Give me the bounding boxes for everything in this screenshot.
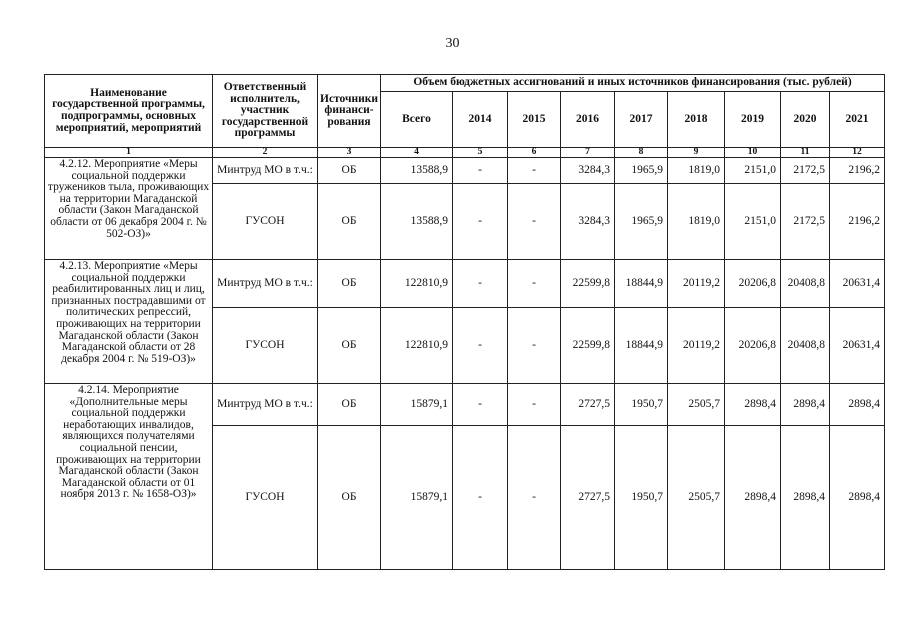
- value-cell: 2898,4: [781, 426, 830, 570]
- value-cell: 2898,4: [830, 426, 885, 570]
- col-index: 10: [725, 148, 781, 158]
- value-cell: 2727,5: [561, 426, 615, 570]
- value-cell: 20408,8: [781, 308, 830, 384]
- header-source: Источники финанси-рования: [318, 75, 381, 148]
- value-cell: -: [453, 308, 508, 384]
- header-year: 2019: [725, 92, 781, 148]
- page-number: 30: [445, 36, 460, 51]
- value-cell: -: [508, 158, 561, 184]
- value-cell: 20206,8: [725, 260, 781, 308]
- value-cell: 22599,8: [561, 260, 615, 308]
- value-cell: 1950,7: [615, 426, 668, 570]
- value-cell: 2196,2: [830, 184, 885, 260]
- source-cell: ОБ: [318, 384, 381, 426]
- source-cell: ОБ: [318, 158, 381, 184]
- header-year: 2021: [830, 92, 885, 148]
- col-index: 9: [668, 148, 725, 158]
- value-cell: 18844,9: [615, 260, 668, 308]
- value-cell: 1965,9: [615, 158, 668, 184]
- value-cell: 122810,9: [381, 260, 453, 308]
- source-cell: ОБ: [318, 426, 381, 570]
- value-cell: -: [508, 308, 561, 384]
- header-name: Наименование государственной программы, подпрограммы, основных мероприятий, мероприятий: [45, 75, 213, 148]
- executor-cell: Минтруд МО в т.ч.:: [213, 158, 318, 184]
- col-index: 4: [381, 148, 453, 158]
- value-cell: -: [453, 384, 508, 426]
- value-cell: 2505,7: [668, 384, 725, 426]
- value-cell: 13588,9: [381, 158, 453, 184]
- header-year: Всего: [381, 92, 453, 148]
- header-group-title: Объем бюджетных ассигнований и иных источников финансирования (тыс. рублей): [381, 75, 885, 92]
- col-index: 12: [830, 148, 885, 158]
- measure-name: 4.2.14. Мероприятие «Дополнительные меры социальной поддержки неработающих инвалидов, являющихся получателями социальной пенсии, проживающих на территории Магаданской области (Закон Магаданской области от 01 ноября 2013 г. № 1658-ОЗ)»: [45, 384, 213, 570]
- header-year: 2020: [781, 92, 830, 148]
- executor-cell: Минтруд МО в т.ч.:: [213, 384, 318, 426]
- executor-cell: Минтруд МО в т.ч.:: [213, 260, 318, 308]
- source-cell: ОБ: [318, 260, 381, 308]
- header-year: 2016: [561, 92, 615, 148]
- value-cell: -: [453, 260, 508, 308]
- header-executor: Ответственный исполнитель, участник государственной программы: [213, 75, 318, 148]
- source-cell: ОБ: [318, 184, 381, 260]
- value-cell: 15879,1: [381, 384, 453, 426]
- value-cell: -: [508, 384, 561, 426]
- header-year: 2018: [668, 92, 725, 148]
- value-cell: 20119,2: [668, 260, 725, 308]
- table-row: [45, 158, 885, 184]
- value-cell: -: [508, 426, 561, 570]
- col-index: 3: [318, 148, 381, 158]
- value-cell: 13588,9: [381, 184, 453, 260]
- value-cell: 20631,4: [830, 308, 885, 384]
- value-cell: 2151,0: [725, 158, 781, 184]
- value-cell: -: [453, 184, 508, 260]
- header-year: 2015: [508, 92, 561, 148]
- executor-cell: ГУСОН: [213, 426, 318, 570]
- col-index: 11: [781, 148, 830, 158]
- value-cell: 2196,2: [830, 158, 885, 184]
- value-cell: 2151,0: [725, 184, 781, 260]
- value-cell: -: [508, 184, 561, 260]
- value-cell: 18844,9: [615, 308, 668, 384]
- value-cell: 2898,4: [725, 426, 781, 570]
- value-cell: -: [453, 158, 508, 184]
- value-cell: 20631,4: [830, 260, 885, 308]
- header-year: 2014: [453, 92, 508, 148]
- col-index: 5: [453, 148, 508, 158]
- value-cell: 20119,2: [668, 308, 725, 384]
- measure-name: 4.2.13. Мероприятие «Меры социальной поддержки реабилитированных лиц и лиц, признанных пострадавшими от политических репрессий, проживающих на территории Магаданской области (Закон Магаданской области от 28 декабря 2004 г. № 519-ОЗ)»: [45, 260, 213, 384]
- value-cell: 2505,7: [668, 426, 725, 570]
- table-row: [45, 384, 885, 426]
- value-cell: 15879,1: [381, 426, 453, 570]
- col-index: 2: [213, 148, 318, 158]
- budget-table: [44, 74, 885, 570]
- table-row: [45, 260, 885, 308]
- value-cell: 2898,4: [725, 384, 781, 426]
- value-cell: 3284,3: [561, 184, 615, 260]
- value-cell: 1950,7: [615, 384, 668, 426]
- value-cell: 20408,8: [781, 260, 830, 308]
- value-cell: 2727,5: [561, 384, 615, 426]
- value-cell: 20206,8: [725, 308, 781, 384]
- col-index: 6: [508, 148, 561, 158]
- header-year: 2017: [615, 92, 668, 148]
- executor-cell: ГУСОН: [213, 184, 318, 260]
- value-cell: 2172,5: [781, 184, 830, 260]
- measure-name: 4.2.12. Мероприятие «Меры социальной поддержки тружеников тыла, проживающих на территории Магаданской области (Закон Магаданской области от 06 декабря 2004 г. № 502-ОЗ)»: [45, 158, 213, 260]
- value-cell: 2172,5: [781, 158, 830, 184]
- value-cell: -: [508, 260, 561, 308]
- col-index: 8: [615, 148, 668, 158]
- source-cell: ОБ: [318, 308, 381, 384]
- value-cell: 3284,3: [561, 158, 615, 184]
- executor-cell: ГУСОН: [213, 308, 318, 384]
- col-index: 7: [561, 148, 615, 158]
- value-cell: -: [453, 426, 508, 570]
- value-cell: 1965,9: [615, 184, 668, 260]
- value-cell: 22599,8: [561, 308, 615, 384]
- value-cell: 122810,9: [381, 308, 453, 384]
- value-cell: 1819,0: [668, 184, 725, 260]
- col-index: 1: [45, 148, 213, 158]
- value-cell: 2898,4: [830, 384, 885, 426]
- value-cell: 1819,0: [668, 158, 725, 184]
- value-cell: 2898,4: [781, 384, 830, 426]
